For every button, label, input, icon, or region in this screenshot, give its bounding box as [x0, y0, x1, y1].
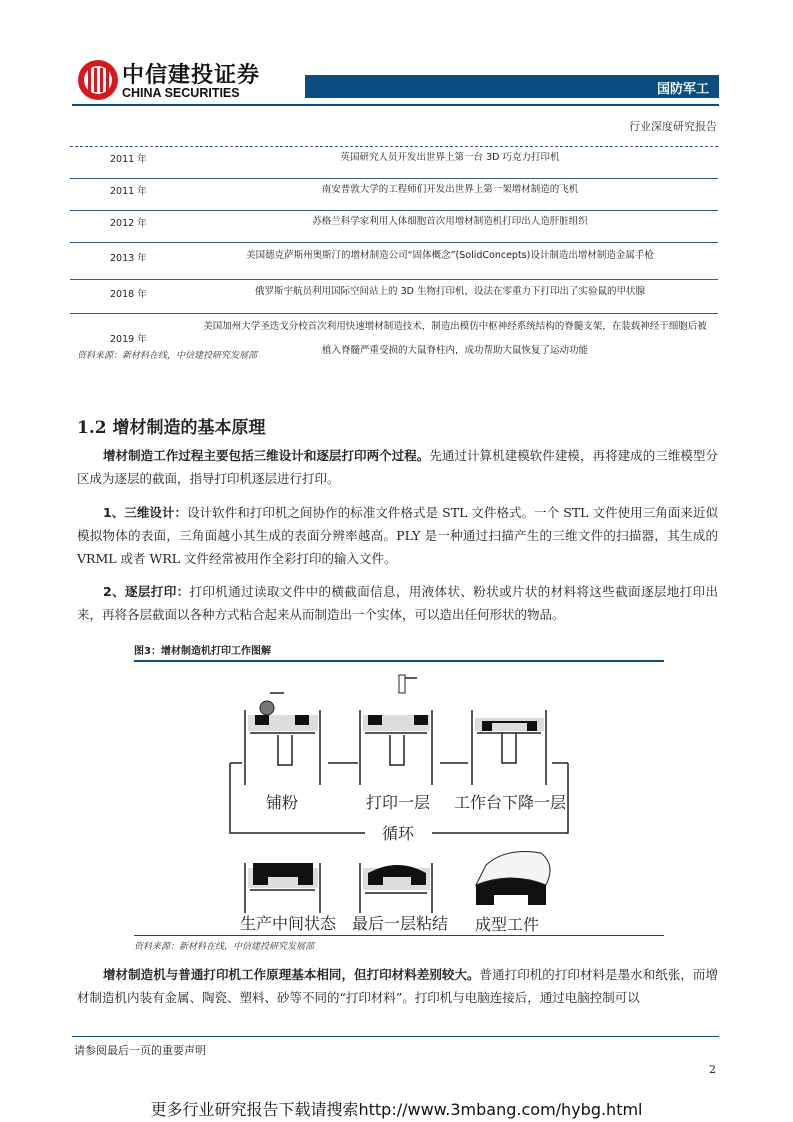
figure-top-rule — [134, 660, 664, 662]
paragraph — [77, 580, 718, 626]
paragraph — [77, 501, 718, 570]
paragraph-text: 先通过计算机建模软件建模，再将建成的三维模型分区成为逐层的截面，指导打印机逐层进行打印。 — [77, 448, 718, 486]
row-year: 2011 年 — [110, 186, 147, 197]
logo-english-name: CHINA SECURITIES — [122, 86, 240, 100]
header-divider — [72, 104, 719, 106]
footer-divider — [72, 1036, 719, 1037]
paragraph — [77, 963, 718, 1009]
printing-process-diagram — [200, 663, 600, 948]
row-year: 2019 年 — [110, 334, 147, 345]
paragraph-text: 普通打印机的打印材料是墨水和纸张，而增材制造机内装有金属、陶瓷、塑料、砂等不同的“打印材料”。打印机与电脑连接后，通过电脑控制可以 — [77, 967, 718, 1005]
row-event: 俄罗斯宇航员利用国际空间站上的 3D 生物打印机，设法在零重力下打印出了实验鼠的甲状腺 — [255, 286, 645, 297]
figure-source: 资料来源：新材料在线，中信建投研究发展部 — [134, 942, 315, 952]
sector-label: 国防军工 — [656, 82, 709, 97]
row-event: 苏格兰科学家利用人体细胞首次用增材制造机打印出人造肝脏组织 — [312, 216, 588, 227]
report-type: 行业深度研究报告 — [629, 120, 717, 133]
label-finished-part: 成型工件 — [475, 915, 540, 934]
logo-chinese-name: 中信建投证券 — [122, 63, 261, 88]
row-event: 美国加州大学圣迭戈分校首次利用快速增材制造技术，制造出模仿中枢神经系统结构的脊髓支架，在装载神经干细胞后被植入脊髓严重受损的大鼠脊柱内，成功帮助大鼠恢复了运动功能 — [203, 321, 707, 356]
label-mid-state: 生产中间状态 — [239, 914, 337, 933]
label-lower-platform: 工作台下降一层 — [453, 793, 567, 812]
row-year: 2012 年 — [110, 218, 147, 229]
row-year: 2013 年 — [110, 253, 147, 264]
paragraph — [77, 444, 718, 490]
label-print-layer: 打印一层 — [365, 793, 431, 812]
table-row — [70, 210, 718, 243]
bold-lead: 增材制造工作过程主要包括三维设计和逐层打印两个过程。 — [103, 448, 430, 463]
page-number: 2 — [709, 1063, 716, 1076]
bold-lead: 2、逐层打印： — [103, 584, 190, 599]
section-heading: 1.2 增材制造的基本原理 — [77, 418, 266, 438]
bold-lead: 增材制造机与普通打印机工作原理基本相同，但打印材料差别较大。 — [103, 967, 480, 982]
label-last-layer: 最后一层粘结 — [351, 914, 449, 933]
table-row — [70, 178, 718, 211]
row-event: 南安普敦大学的工程师们开发出世界上第一架增材制造的飞机 — [321, 184, 579, 195]
table-row — [70, 279, 718, 314]
label-spread-powder: 铺粉 — [265, 793, 299, 812]
label-cycle: 循环 — [381, 824, 415, 843]
download-banner: 更多行业研究报告下载请搜索http://www.3mbang.com/hybg.html — [150, 1100, 643, 1119]
figure-bottom-rule — [134, 935, 664, 936]
paragraph-text: 打印机通过读取文件中的横截面信息，用液体状、粉状或片状的材料将这些截面逐层地打印出来，再将各层截面以各种方式粘合起来从而制造出一个实体，可以造出任何形状的物品。 — [77, 584, 718, 622]
row-event: 美国德克萨斯州奥斯汀的增材制造公司“固体概念”(SolidConcepts)设计制造出增材制造金属手枪 — [246, 250, 654, 261]
paragraph-text: 设计软件和打印机之间协作的标准文件格式是 STL 文件格式。一个 STL 文件使用三角面来近似模拟物体的表面，三角面越小其生成的表面分辨率越高。PLY 是一种通过扫描产生的三维文件的扫描器，其生成的 VRML 或者 WRL 文件经常被用作全彩打印的输入文件。 — [77, 505, 718, 566]
row-year: 2018 年 — [110, 289, 147, 300]
row-year: 2011 年 — [110, 154, 147, 165]
china-securities-logo — [76, 58, 120, 102]
sector-banner — [305, 75, 719, 98]
bold-lead: 1、三维设计： — [103, 505, 188, 520]
row-event: 英国研究人员开发出世界上第一台 3D 巧克力打印机 — [340, 152, 560, 163]
table-row — [70, 242, 718, 280]
table-row — [70, 146, 718, 179]
disclaimer-note: 请参阅最后一页的重要声明 — [74, 1044, 206, 1057]
table-source: 资料来源：新材料在线，中信建投研究发展部 — [77, 351, 258, 361]
figure-title: 图3：增材制造机打印工作图解 — [134, 646, 271, 657]
